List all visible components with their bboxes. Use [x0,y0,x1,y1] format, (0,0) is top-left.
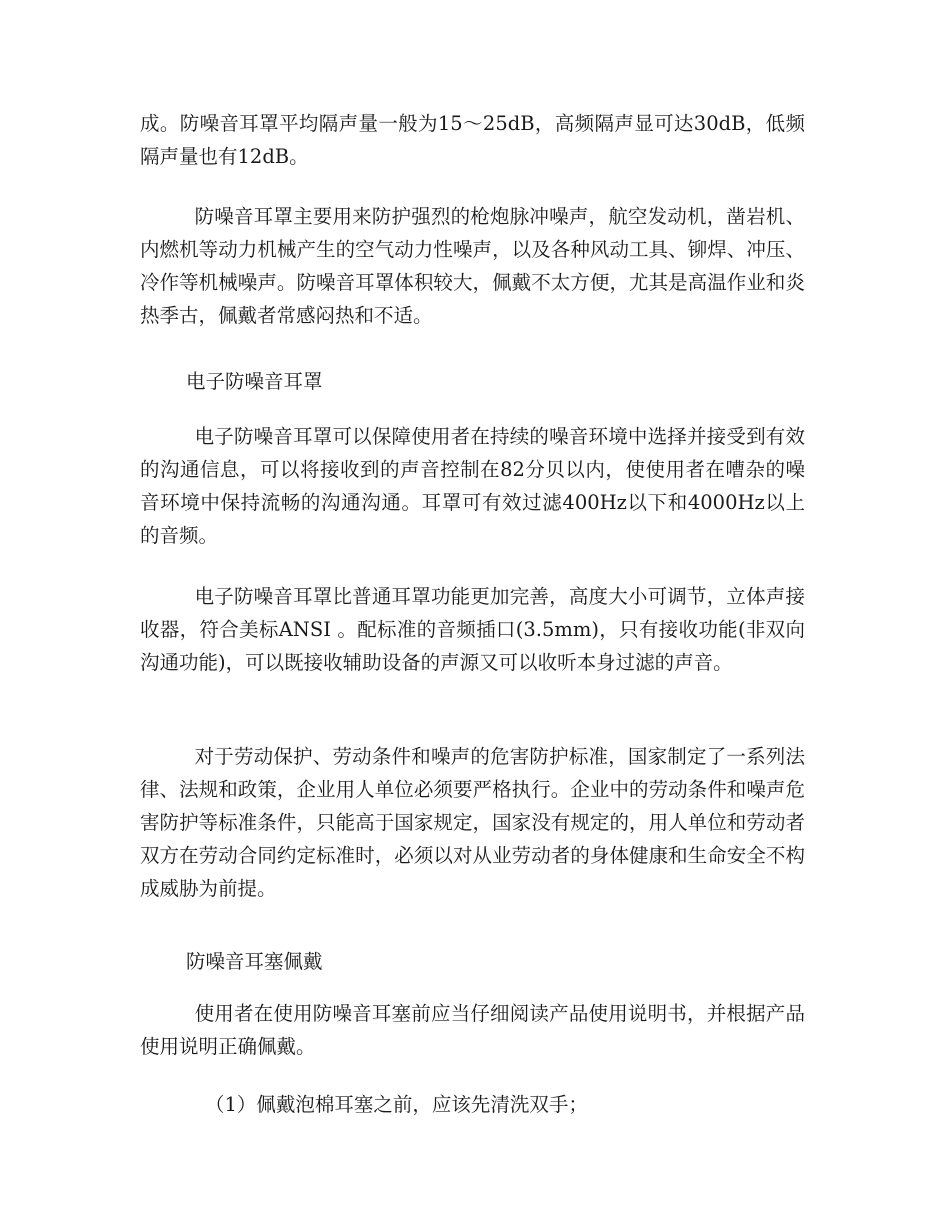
paragraph-earplug-instructions: 使用者在使用防噪音耳塞前应当仔细阅读产品使用说明书，并根据产品使用说明正确佩戴。 [140,1002,805,1058]
heading-electronic-earmuff: 电子防噪音耳罩 [186,370,323,393]
heading-earplug-wearing: 防噪音耳塞佩戴 [186,950,323,973]
paragraph-attenuation: 成。防噪音耳罩平均隔声量一般为15～25dB，高频隔声显可达30dB，低频隔声量也有12dB。 [140,112,805,168]
paragraph-electronic-earmuff-features: 电子防噪音耳罩比普通耳罩功能更加完善，高度大小可调节，立体声接收器，符合美标ANSI 。配标准的音频插口(3.5mm)，只有接收功能(非双向沟通功能)，可以既接收辅助设备的声源又可以收听本身过滤的声音。 [140,585,805,674]
paragraph-labor-protection: 对于劳动保护、劳动条件和噪声的危害防护标准，国家制定了一系列法律、法规和政策，企业用人单位必须要严格执行。企业中的劳动条件和噪声危害防护等标准条件，只能高于国家规定，国家没有规定的，用人单位和劳动者双方在劳动合同约定标准时，必须以对从业劳动者的身体健康和生命安全不构成威胁为前提。 [140,745,805,900]
paragraph-earmuff-usage: 防噪音耳罩主要用来防护强烈的枪炮脉冲噪声，航空发动机，凿岩机、内燃机等动力机械产生的空气动力性噪声，以及各种风动工具、铆焊、冲压、冷作等机械噪声。防噪音耳罩体积较大，佩戴不太方便，尤其是高温作业和炎热季古，佩戴者常感闷热和不适。 [140,205,805,327]
list-item-step-1: （1）佩戴泡棉耳塞之前，应该先清洗双手； [205,1093,588,1116]
paragraph-electronic-earmuff-intro: 电子防噪音耳罩可以保障使用者在持续的噪音环境中选择并接受到有效的沟通信息，可以将接收到的声音控制在82分贝以内，使使用者在嘈杂的噪音环境中保持流畅的沟通沟通。耳罩可有效过滤400Hz以下和4000Hz以上的音频。 [140,425,805,547]
